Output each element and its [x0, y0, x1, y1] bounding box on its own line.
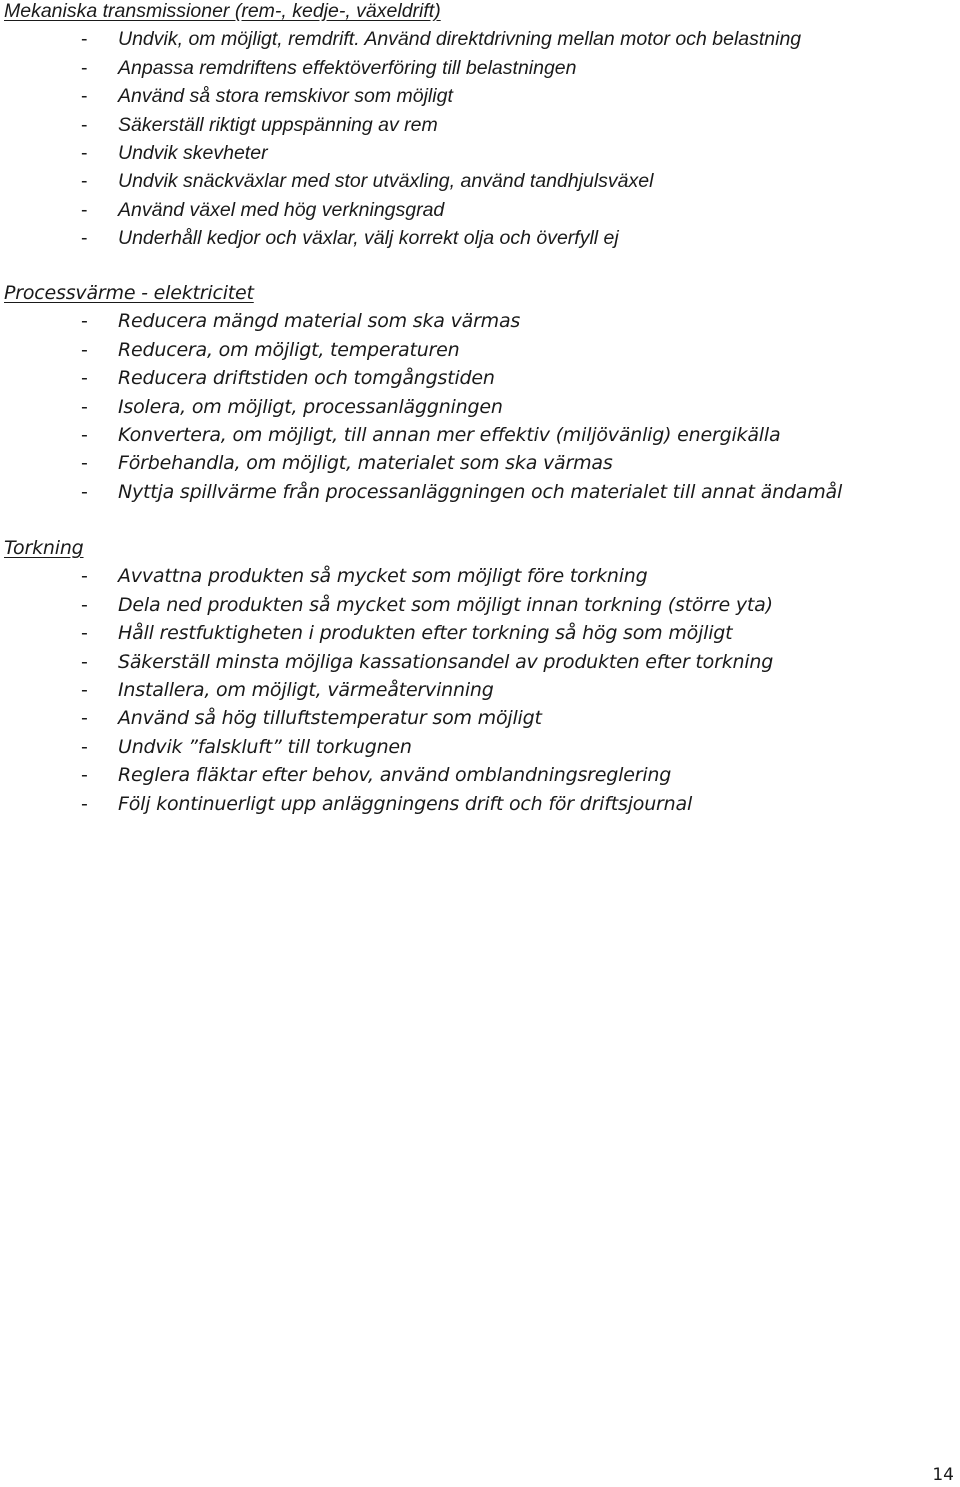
list-item	[4, 139, 954, 167]
list-item	[4, 761, 954, 789]
list-item	[4, 25, 954, 53]
section-title: Mekaniska transmissioner (rem-, kedje-, växeldrift)	[4, 0, 441, 22]
bullet-dash: -	[81, 679, 88, 702]
list-item	[4, 196, 954, 224]
list-item-text: Säkerställ riktigt uppspänning av rem	[118, 113, 438, 136]
bullet-dash: -	[81, 85, 88, 108]
section-processvarme	[4, 279, 954, 506]
bullet-dash: -	[81, 480, 88, 503]
list-item-text: Konvertera, om möjligt, till annan mer effektiv (miljövänlig) energikälla	[118, 424, 781, 447]
list-item-text: Använd så stora remskivor som möjligt	[118, 85, 453, 108]
list-item-text: Undvik skevheter	[118, 142, 268, 165]
list-item	[4, 393, 954, 421]
list-item	[4, 733, 954, 761]
list-item	[4, 704, 954, 732]
list-item-text: Använd så hög tilluftstemperatur som möjligt	[118, 707, 542, 730]
list-item-text: Reglera fläktar efter behov, använd omblandningsreglering	[118, 764, 672, 787]
list-item-text: Reducera driftstiden och tomgångstiden	[118, 367, 495, 390]
bullet-dash: -	[81, 142, 88, 165]
list-item	[4, 449, 954, 477]
bullet-dash: -	[81, 650, 88, 673]
bullet-list	[4, 562, 954, 818]
list-item	[4, 676, 954, 704]
list-item	[4, 336, 954, 364]
list-item-text: Undvik ”falskluft” till torkugnen	[118, 735, 412, 758]
section-title: Torkning	[4, 537, 84, 559]
list-item-text: Förbehandla, om möjligt, materialet som ska värmas	[118, 452, 613, 475]
bullet-list	[4, 25, 954, 252]
list-item-text: Säkerställ minsta möjliga kassationsandel av produkten efter torkning	[118, 650, 774, 673]
list-item-text: Isolera, om möjligt, processanläggningen	[118, 395, 503, 418]
list-item-text: Avvattna produkten så mycket som möjligt före torkning	[118, 565, 648, 588]
bullet-dash: -	[81, 170, 88, 193]
list-item	[4, 619, 954, 647]
bullet-dash: -	[81, 395, 88, 418]
bullet-dash: -	[81, 338, 88, 361]
list-item	[4, 591, 954, 619]
page-number: 14	[932, 1465, 954, 1485]
bullet-dash: -	[81, 113, 88, 136]
list-item	[4, 307, 954, 335]
list-item-text: Använd växel med hög verkningsgrad	[118, 198, 445, 221]
bullet-dash: -	[81, 56, 88, 79]
bullet-dash: -	[81, 593, 88, 616]
list-item	[4, 421, 954, 449]
section-mekaniska-transmissioner	[4, 0, 954, 253]
list-item	[4, 82, 954, 110]
bullet-dash: -	[81, 424, 88, 447]
list-item	[4, 790, 954, 818]
bullet-dash: -	[81, 367, 88, 390]
list-item-text: Reducera mängd material som ska värmas	[118, 310, 521, 333]
bullet-dash: -	[81, 735, 88, 758]
list-item-text: Undvik, om möjligt, remdrift. Använd direktdrivning mellan motor och belastning	[118, 28, 802, 51]
list-item	[4, 54, 954, 82]
bullet-dash: -	[81, 707, 88, 730]
list-item-text: Dela ned produkten så mycket som möjligt innan torkning (större yta)	[118, 593, 773, 616]
list-item	[4, 111, 954, 139]
bullet-dash: -	[81, 310, 88, 333]
list-item-text: Reducera, om möjligt, temperaturen	[118, 338, 460, 361]
list-item	[4, 167, 954, 195]
list-item-text: Undvik snäckväxlar med stor utväxling, använd tandhjulsväxel	[118, 170, 654, 193]
bullet-dash: -	[81, 198, 88, 221]
section-title: Processvärme - elektricitet	[4, 282, 254, 304]
bullet-list	[4, 307, 954, 506]
section-torkning	[4, 534, 954, 818]
list-item	[4, 648, 954, 676]
bullet-dash: -	[81, 764, 88, 787]
list-item-text: Anpassa remdriftens effektöverföring till belastningen	[118, 56, 577, 79]
list-item-text: Underhåll kedjor och växlar, välj korrekt olja och överfyll ej	[118, 227, 619, 250]
list-item	[4, 224, 954, 252]
bullet-dash: -	[81, 227, 88, 250]
bullet-dash: -	[81, 28, 88, 51]
list-item-text: Installera, om möjligt, värmeåtervinning	[118, 679, 494, 702]
list-item	[4, 478, 954, 506]
list-item-text: Följ kontinuerligt upp anläggningens drift och för driftsjournal	[118, 792, 693, 815]
bullet-dash: -	[81, 622, 88, 645]
bullet-dash: -	[81, 792, 88, 815]
list-item-text: Nyttja spillvärme från processanläggningen och materialet till annat ändamål	[118, 480, 843, 503]
bullet-dash: -	[81, 452, 88, 475]
list-item-text: Håll restfuktigheten i produkten efter torkning så hög som möjligt	[118, 622, 733, 645]
list-item	[4, 562, 954, 590]
bullet-dash: -	[81, 565, 88, 588]
list-item	[4, 364, 954, 392]
